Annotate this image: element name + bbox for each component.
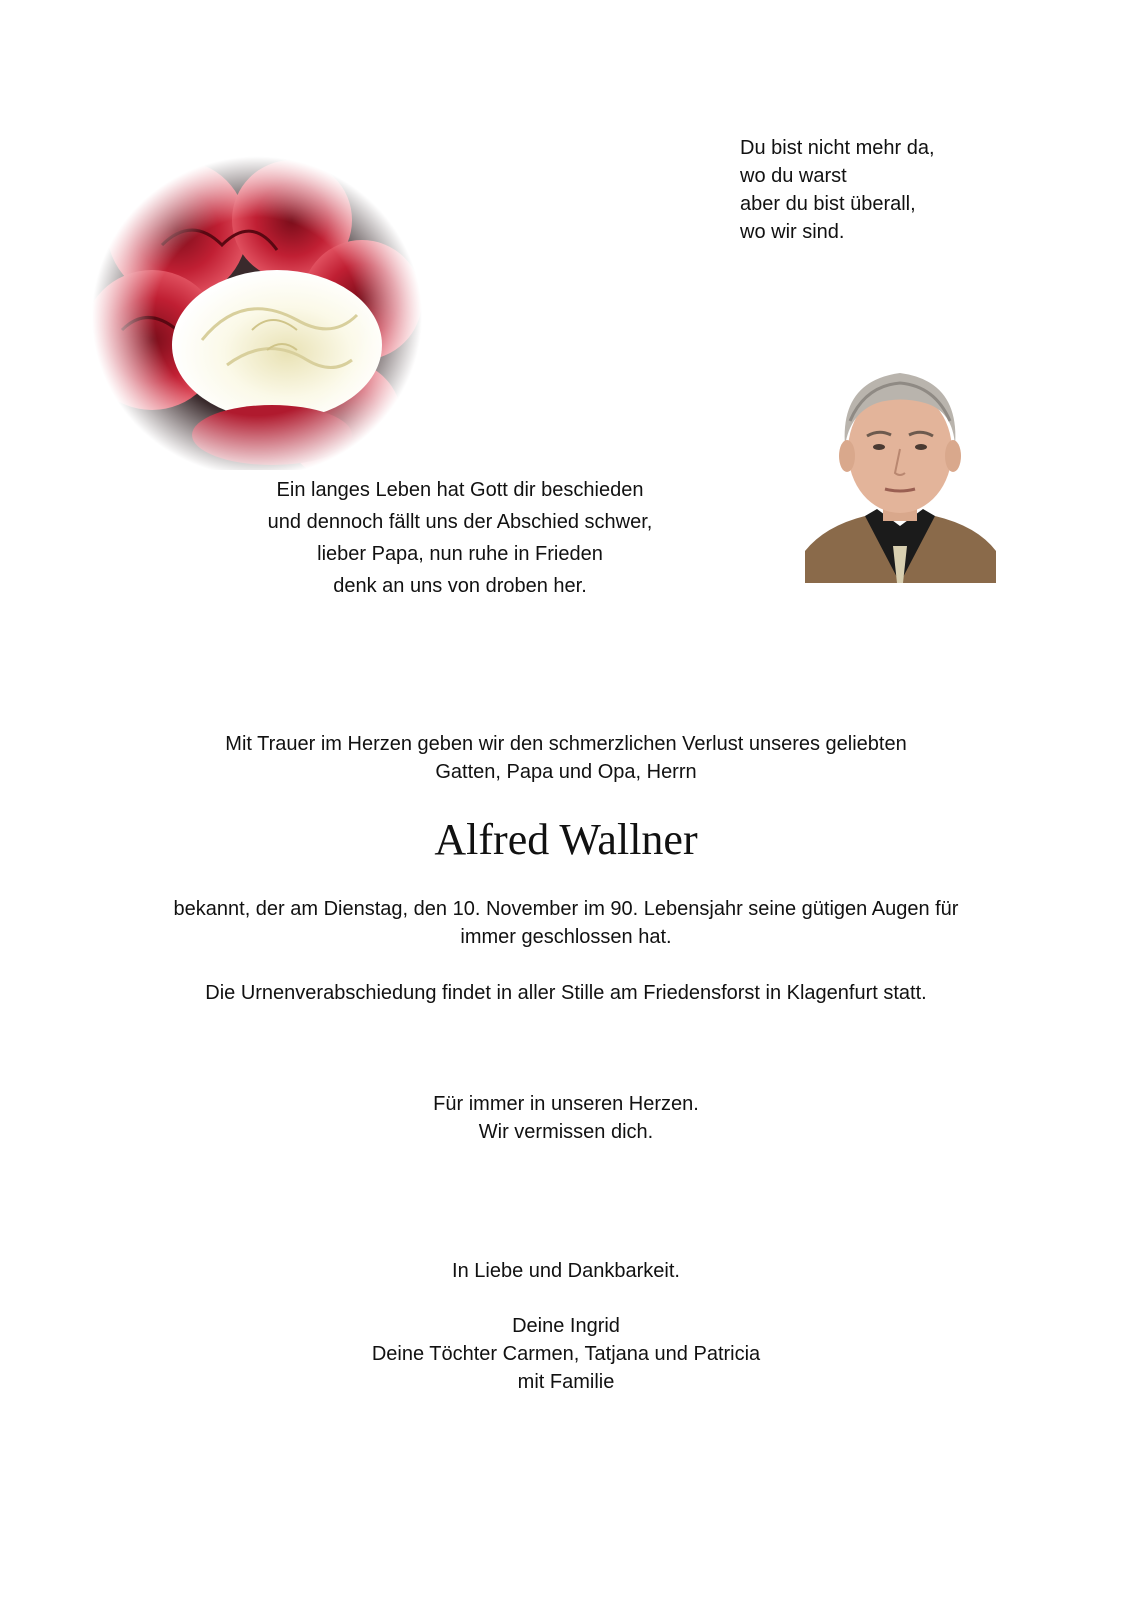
signature-line: Deine Töchter Carmen, Tatjana und Patricia [371, 1343, 761, 1365]
verse [240, 474, 680, 602]
ceremony-line: Die Urnenverabschiedung findet in aller Stille am Friedensforst in Klagenfurt statt. [205, 982, 927, 1004]
poem [740, 134, 935, 246]
signature-line: Deine Ingrid [512, 1315, 620, 1337]
poem-line: aber du bist überall, [740, 193, 916, 215]
ceremony-text [0, 979, 1132, 1007]
verse-line: lieber Papa, nun ruhe in Frieden [317, 543, 603, 565]
intro-text [0, 730, 1132, 786]
verse-line: und dennoch fällt uns der Abschied schwer, [267, 511, 653, 533]
closing-line: Für immer in unseren Herzen. [433, 1093, 699, 1115]
announcement-line: bekannt, der am Dienstag, den 10. November im 90. Lebensjahr seine gütigen Augen für [173, 898, 959, 920]
intro-line: Mit Trauer im Herzen geben wir den schmerzlichen Verlust unseres geliebten [225, 733, 907, 755]
poem-line: Du bist nicht mehr da, [740, 137, 935, 159]
portrait-photo [805, 351, 996, 583]
signatures [0, 1312, 1132, 1396]
deceased-name: Alfred Wallner [434, 815, 698, 864]
poem-line: wo du warst [740, 165, 847, 187]
closing-line: Wir vermissen dich. [478, 1121, 654, 1143]
announcement-text [0, 895, 1132, 951]
gratitude-text [0, 1257, 1132, 1285]
poem-line: wo wir sind. [740, 221, 845, 243]
rose-bouquet-image [92, 150, 422, 470]
gratitude-line: In Liebe und Dankbarkeit. [452, 1260, 680, 1282]
signature-line: mit Familie [517, 1371, 615, 1393]
intro-line: Gatten, Papa und Opa, Herrn [435, 761, 697, 783]
verse-line: Ein langes Leben hat Gott dir beschieden [276, 479, 644, 501]
verse-line: denk an uns von droben her. [333, 575, 587, 597]
closing-text [0, 1090, 1132, 1146]
announcement-line: immer geschlossen hat. [460, 926, 672, 948]
